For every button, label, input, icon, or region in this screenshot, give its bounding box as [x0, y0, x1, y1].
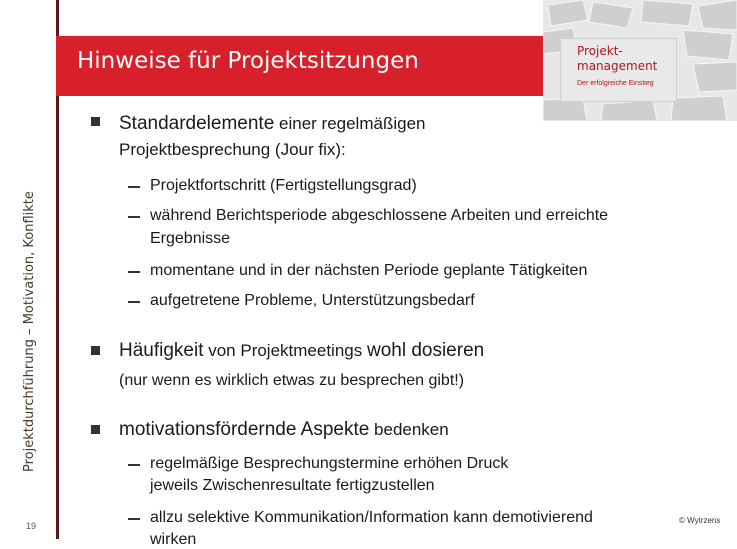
bullet-2 — [119, 340, 484, 362]
page-number: 19 — [26, 521, 37, 531]
dash-icon — [128, 464, 140, 466]
slide-title: Hinweise für Projektsitzungen — [77, 48, 419, 74]
bullet-1-strong: Standardelemente — [119, 113, 275, 134]
bullet-3 — [119, 419, 449, 441]
vertical-section-title: Projektdurchführung – Motivation, Konflikte — [22, 191, 37, 472]
sub-item-1: Projektfortschritt (Fertigstellungsgrad) — [150, 177, 417, 194]
bullet-2-strong: Häufigkeit — [119, 340, 204, 361]
bullet-1-line2: Projektbesprechung (Jour fix): — [119, 140, 346, 159]
dash-icon — [128, 301, 140, 303]
sub3-item-1: regelmäßige Besprechungstermine erhöhen Druck — [150, 455, 509, 472]
sub-item-4: aufgetretene Probleme, Unterstützungsbedarf — [150, 292, 475, 309]
sub3-item-1-line2: jeweils Zwischenresultate fertigzustellen — [150, 477, 435, 494]
dash-icon — [128, 271, 140, 273]
logo-text-line2: management — [577, 59, 658, 73]
bullet-1-rest: einer regelmäßigen — [274, 114, 426, 133]
bullet-square-icon — [91, 117, 100, 126]
dash-icon — [128, 186, 140, 188]
sub-item-3: momentane und in der nächsten Periode geplante Tätigkeiten — [150, 262, 588, 279]
dash-icon — [128, 216, 140, 218]
logo-subtitle: Der erfolgreiche Einstieg — [577, 80, 654, 87]
bullet-3-rest: bedenken — [369, 420, 449, 439]
logo-text-line1: Projekt- — [577, 44, 623, 58]
sub-item-2-line2: Ergebnisse — [150, 230, 231, 247]
bullet-3-strong: motivationsfördernde Aspekte — [119, 419, 370, 440]
sub-item-2: während Berichtsperiode abgeschlossene Arbeiten und erreichte — [150, 207, 609, 224]
dash-icon — [128, 518, 140, 520]
sub3-item-2-line2: wirken — [150, 531, 197, 548]
bullet-1 — [119, 113, 425, 135]
bullet-2-mid: von Projektmeetings — [203, 341, 367, 360]
bullet-square-icon — [91, 346, 100, 355]
sub3-item-2: allzu selektive Kommunikation/Information kann demotivierend — [150, 509, 593, 526]
copyright: © Wytrzens — [679, 516, 721, 525]
bullet-square-icon — [91, 425, 100, 434]
bullet-2-line2: (nur wenn es wirklich etwas zu besprechen gibt!) — [119, 372, 465, 389]
bullet-2-strong2: wohl dosieren — [366, 340, 485, 361]
